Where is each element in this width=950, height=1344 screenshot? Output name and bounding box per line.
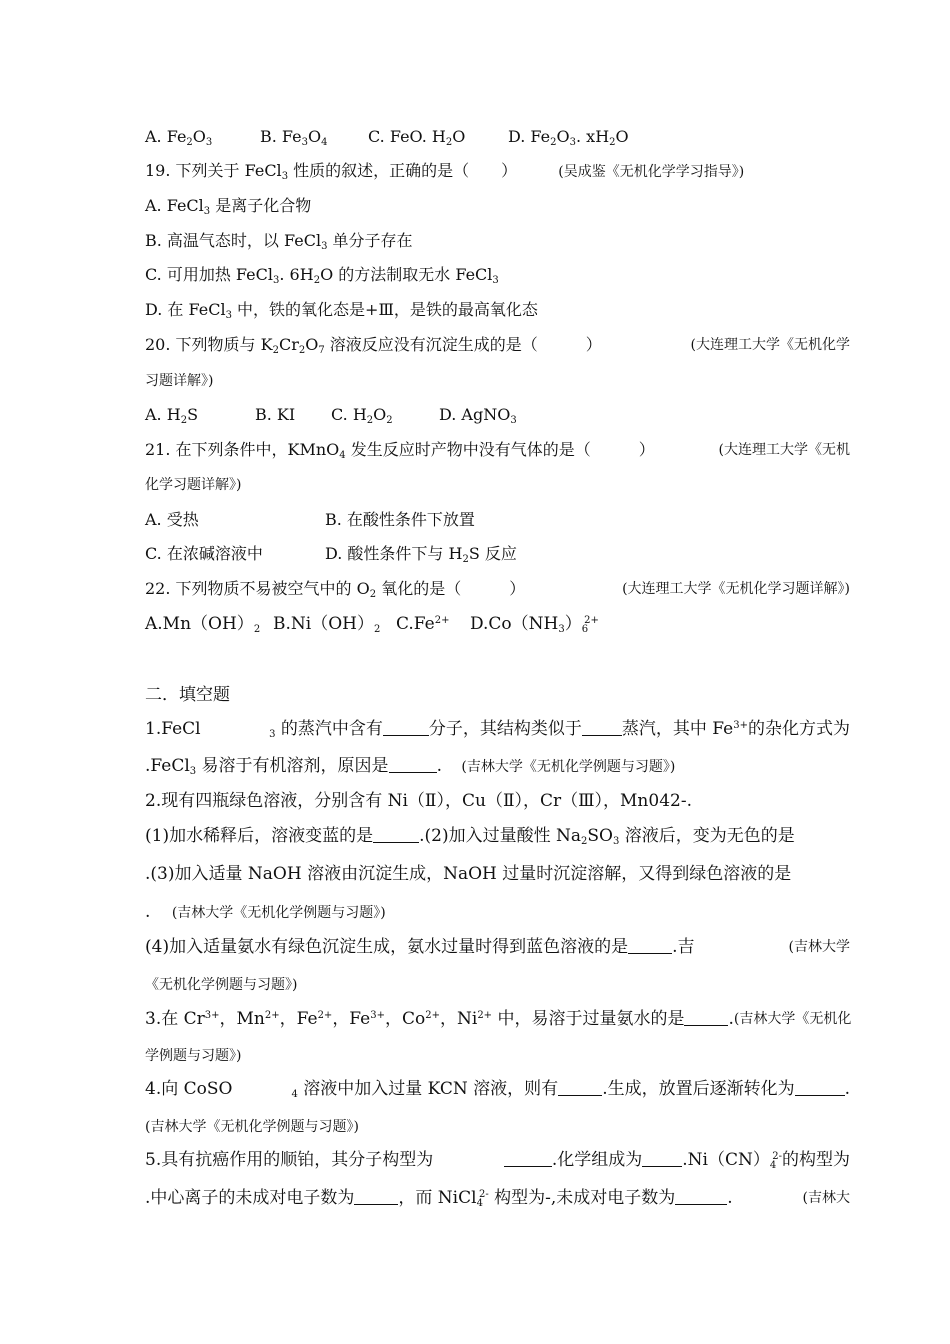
- f5-line2: .中心离子的未成对电子数为 ，而 NiCl$_4^{2-}$ 构型为-,未成对电子数为 . (吉林大: [145, 1188, 850, 1209]
- q22-option-b: $B.Ni(OH)_2$: [273, 614, 381, 635]
- f5-source: (吉林大: [802, 1190, 850, 1206]
- q21-source: (大连理工大学《无机: [718, 442, 850, 458]
- f3-source-cont: 学例题与习题》): [145, 1048, 242, 1064]
- q20-option-d: D. AgNO$_3$: [439, 405, 517, 426]
- q22-option-d: $D.Co(NH_3)_6^{2+}$: [470, 614, 599, 635]
- q22-stem: 22. 下列物质不易被空气中的 $O_2$ 氧化的是（ ） (大连理工大学《无机化学习题详解》): [145, 579, 850, 600]
- q18-option-a: A. $Fe_2O_3$: [145, 127, 213, 148]
- answer-blank[interactable]: [675, 1190, 727, 1205]
- f2-line3: .(3)加入适量 NaOH 溶液由沉淀生成，NaOH 过量时沉淀溶解，又得到绿色溶液的是: [145, 864, 792, 884]
- f2-source-2: (吉林大学: [788, 939, 850, 955]
- answer-blank[interactable]: [582, 721, 622, 736]
- q21-source-cont: 化学习题详解》): [145, 477, 242, 493]
- q22-option-c: $C.Fe^{2+}$: [396, 614, 450, 634]
- q22-source: (大连理工大学《无机化学习题详解》): [622, 581, 850, 597]
- answer-blank[interactable]: [642, 1152, 682, 1167]
- q21-option-d: D. 酸性条件下与 $H_2S$ 反应: [325, 544, 517, 565]
- f5-line1: 5.具有抗癌作用的顺铂，其分子构型为 .化学组成为 $.Ni(CN)_4^{2-}$的构型为: [145, 1150, 850, 1171]
- q20-option-c: C. $H_2O_2$: [331, 405, 393, 426]
- q21-option-c: C. 在浓碱溶液中: [145, 544, 263, 563]
- f2-line1: 2.现有四瓶绿色溶液，分别含有 Ni（Ⅱ），Cu（Ⅱ），Cr（Ⅲ），Mn042-.: [145, 791, 692, 811]
- answer-blank[interactable]: [389, 758, 437, 773]
- f4-source: (吉林大学《无机化学例题与习题》): [145, 1119, 359, 1135]
- q19-option-d: D. 在 FeCl$_3$ 中，铁的氧化态是+Ⅲ，是铁的最高氧化态: [145, 300, 538, 321]
- f2-line2: (1)加水稀释后，溶液变蓝的是 .(2)加入过量酸性 $Na_2SO_3$ 溶液后，变为无色的是: [145, 826, 795, 847]
- q21-options-cd: [145, 543, 850, 565]
- f1-source: (吉林大学《无机化学例题与习题》): [461, 759, 676, 775]
- q20-options: [145, 404, 850, 426]
- f1-line2: .FeCl$_3$ 易溶于有机溶剂，原因是 . (吉林大学《无机化学例题与习题》): [145, 756, 676, 777]
- q21-option-b: B. 在酸性条件下放置: [325, 510, 475, 529]
- answer-blank[interactable]: [354, 1190, 398, 1205]
- f2-source-cont: 《无机化学例题与习题》): [145, 977, 298, 993]
- answer-blank[interactable]: [795, 1081, 845, 1096]
- answer-blank[interactable]: [684, 1011, 728, 1026]
- q19-source: (吴成鉴《无机化学学习指导》): [558, 164, 745, 180]
- q19-option-a: A. FeCl$_3$ 是离子化合物: [145, 196, 312, 217]
- section-title: 二．填空题: [145, 685, 230, 705]
- q19-option-c: C. 可用加热 FeCl$_3$. $6H_2O$ 的方法制取无水 FeCl$_3$: [145, 265, 499, 286]
- answer-blank[interactable]: [558, 1081, 602, 1096]
- f1-line1: 1.FeCl $_3$ 的蒸汽中含有 分子，其结构类似于 蒸汽，其中 $Fe^{3+}$的杂化方式为: [145, 719, 850, 740]
- q18-options: [145, 126, 850, 148]
- q21-option-a: A. 受热: [145, 510, 199, 529]
- q20-source: (大连理工大学《无机化学: [690, 337, 850, 353]
- answer-blank[interactable]: [383, 721, 429, 736]
- f4-line1: 4.向 CoSO $_4$ 溶液中加入过量 KCN 溶液，则有 .生成，放置后逐渐转化为 .: [145, 1079, 850, 1100]
- q21-options-ab: [145, 509, 850, 531]
- f2-source: (吉林大学《无机化学例题与习题》): [171, 905, 386, 921]
- q20-option-a: A. $H_2S$: [145, 405, 199, 426]
- q22-option-a: $A.Mn(OH)_2$: [145, 614, 261, 635]
- f2-line4: . (吉林大学《无机化学例题与习题》): [145, 902, 386, 922]
- answer-blank[interactable]: [373, 828, 419, 843]
- q18-option-c: C. FeO. $H_2O$: [368, 127, 466, 148]
- f2-line5: (4)加入适量氨水有绿色沉淀生成，氨水过量时得到蓝色溶液的是 .吉 (吉林大学: [145, 937, 850, 957]
- q20-option-b: B. KI: [255, 405, 296, 424]
- q20-source-cont: 习题详解》): [145, 373, 214, 389]
- f3-source: (吉林大学《无机化: [733, 1011, 852, 1027]
- q19-stem: 19. 下列关于 FeCl$_3$ 性质的叙述，正确的是（ ） (吴成鉴《无机化学学习指导》): [145, 161, 745, 182]
- q22-options: [145, 613, 850, 635]
- answer-blank[interactable]: [504, 1152, 552, 1167]
- f3-line1: 3.在 $Cr^{3+}$，$Mn^{2+}$，$Fe^{2+}$，$Fe^{3+}$，$Co^{2+}$，$Ni^{2+}$ 中，易溶于过量氨水的是 . (吉林大学《无机化: [145, 1009, 852, 1029]
- q19-option-b: B. 高温气态时，以 FeCl$_3$ 单分子存在: [145, 231, 413, 252]
- answer-blank[interactable]: [628, 939, 672, 954]
- q21-stem: 21. 在下列条件中，KMnO$_4$ 发生反应时产物中没有气体的是（ ） (大连理工大学《无机: [145, 440, 850, 461]
- q20-stem: 20. 下列物质与 $K_2Cr_2O_7$ 溶液反应没有沉淀生成的是（ ） (大连理工大学《无机化学: [145, 335, 850, 356]
- q18-option-b: B. $Fe_3O_4$: [260, 127, 328, 148]
- q18-option-d: D. $Fe_2O_3$. $xH_2O$: [508, 127, 629, 148]
